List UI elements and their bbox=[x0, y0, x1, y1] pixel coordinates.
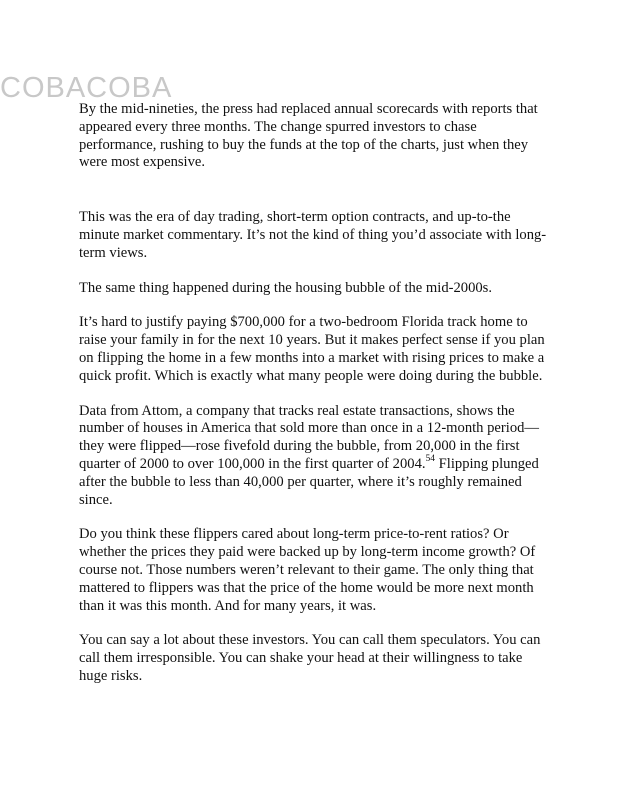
paragraph-5 bbox=[79, 403, 549, 510]
paragraph-4: It’s hard to justify paying $700,000 for a two-bedroom Florida track home to raise your family in for the next 10 years. But it makes perfect sense if you plan on flipping the home in a few months into a market with rising prices to make a quick profit. Which is exactly what many people were doing during the bubble. bbox=[79, 314, 545, 384]
paragraph-1: By the mid-nineties, the press had replaced annual scorecards with reports that appeared every three months. The change spurred investors to chase performance, rushing to buy the funds at the top of the charts, just when they were most expensive. bbox=[79, 101, 538, 171]
document-body bbox=[79, 101, 549, 703]
watermark: COBACOBA bbox=[0, 72, 173, 104]
paragraph-2: This was the era of day trading, short-term option contracts, and up-to-the minute market commentary. It’s not the kind of thing you’d associate with long-term views. bbox=[79, 209, 547, 261]
paragraph-5-text-after-note: Flipping plunged after the bubble to less than 40,000 per quarter, where it’s roughly remained since. bbox=[79, 455, 539, 508]
paragraph-6: Do you think these flippers cared about long-term price-to-rent ratios? Or whether the prices they paid were backed up by long-term income growth? Of course not. Those numbers weren’t relevant to their game. The only thing that mattered to flippers was that the price of the home would be more next month than it was this month. And for many years, it was. bbox=[79, 526, 536, 614]
footnote-reference[interactable]: 54 bbox=[425, 454, 436, 465]
paragraph-3: The same thing happened during the housing bubble of the mid-2000s. bbox=[79, 279, 493, 296]
paragraph-7: You can say a lot about these investors. You can call them speculators. You can call them irresponsible. You can shake your head at their willingness to take huge risks. bbox=[79, 632, 541, 684]
paragraph-5-text-before-note: Data from Attom, a company that tracks real estate transactions, shows the number of houses in America that sold more than once in a 12-month period—they were flipped—rose fivefold during the bubble, from 20,000 in the first quarter of 2000 to over 100,000 in the first quarter of 2004. bbox=[79, 402, 540, 472]
